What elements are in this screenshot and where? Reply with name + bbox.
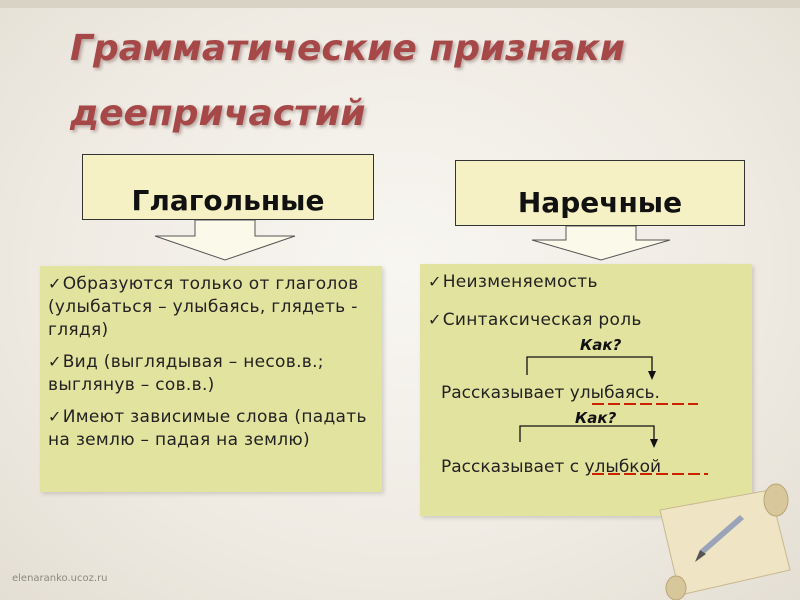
check-icon: ✓ bbox=[48, 352, 62, 371]
example-sentence: Рассказывает улыбаясь. bbox=[441, 383, 660, 403]
list-item: ✓Имеют зависимые слова (падать на землю – падая на землю) bbox=[48, 407, 367, 450]
source-footer: elenaranko.ucoz.ru bbox=[12, 573, 108, 584]
question-label: Как? bbox=[575, 409, 617, 427]
adverbial-header-label: Наречные bbox=[517, 186, 683, 219]
list-item: ✓Неизменяемость bbox=[428, 272, 598, 292]
list-item: ✓Вид (выглядывая – несов.в.; выглянув – сов.в.) bbox=[48, 352, 324, 395]
check-icon: ✓ bbox=[48, 407, 62, 426]
slide-title-line1: Грамматические признаки bbox=[70, 28, 625, 69]
list-item: ✓Образуются только от глаголов (улыбаться – улыбаясь, глядеть - глядя) bbox=[48, 274, 359, 340]
verbal-header-label: Глагольные bbox=[131, 184, 325, 217]
example-sentence: Рассказывает с улыбкой bbox=[441, 457, 662, 477]
list-item: ✓Синтаксическая роль bbox=[428, 310, 642, 330]
slide-title-line2: деепричастий bbox=[70, 93, 366, 134]
check-icon: ✓ bbox=[428, 272, 442, 291]
question-label: Как? bbox=[580, 336, 622, 354]
scroll-quill-icon bbox=[640, 470, 800, 600]
check-icon: ✓ bbox=[48, 274, 62, 293]
check-icon: ✓ bbox=[428, 310, 442, 329]
